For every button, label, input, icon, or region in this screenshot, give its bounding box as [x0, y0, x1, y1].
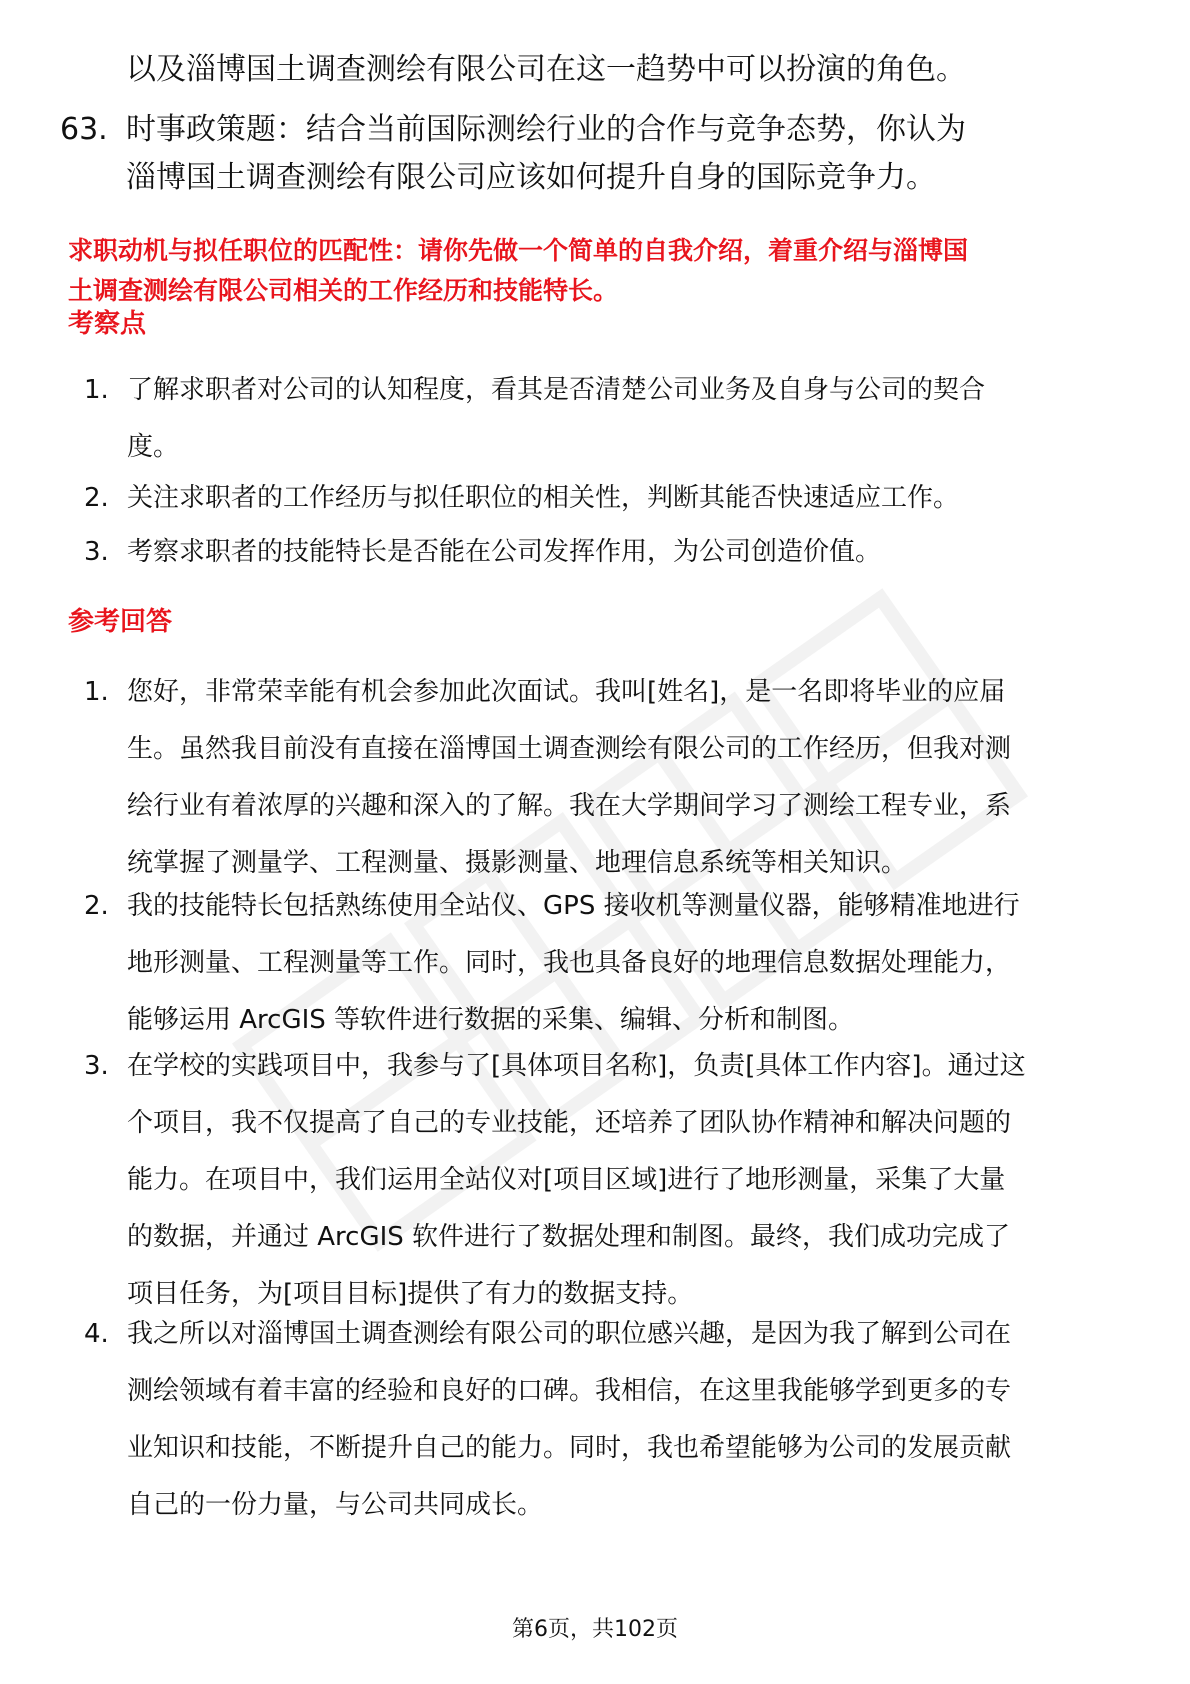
question-continuation: 以及淄博国土调查测绘有限公司在这一趋势中可以扮演的角色。	[126, 52, 966, 87]
reference-title: 参考回答	[68, 607, 173, 637]
assessment-title: 考察点	[68, 309, 147, 339]
interview-question: 求职动机与拟任职位的匹配性：请你先做一个简单的自我介绍，着重介绍与淄博国 土调查测绘有限公司相关的工作经历和技能特长。	[68, 236, 969, 305]
page-footer: 第6页，共102页	[512, 1617, 678, 1642]
question-text: 时事政策题：结合当前国际测绘行业的合作与竞争态势，你认为 淄博国土调查测绘有限公司应该如何提升自身的国际竞争力。	[126, 112, 966, 195]
question-number: 63.	[60, 112, 108, 147]
